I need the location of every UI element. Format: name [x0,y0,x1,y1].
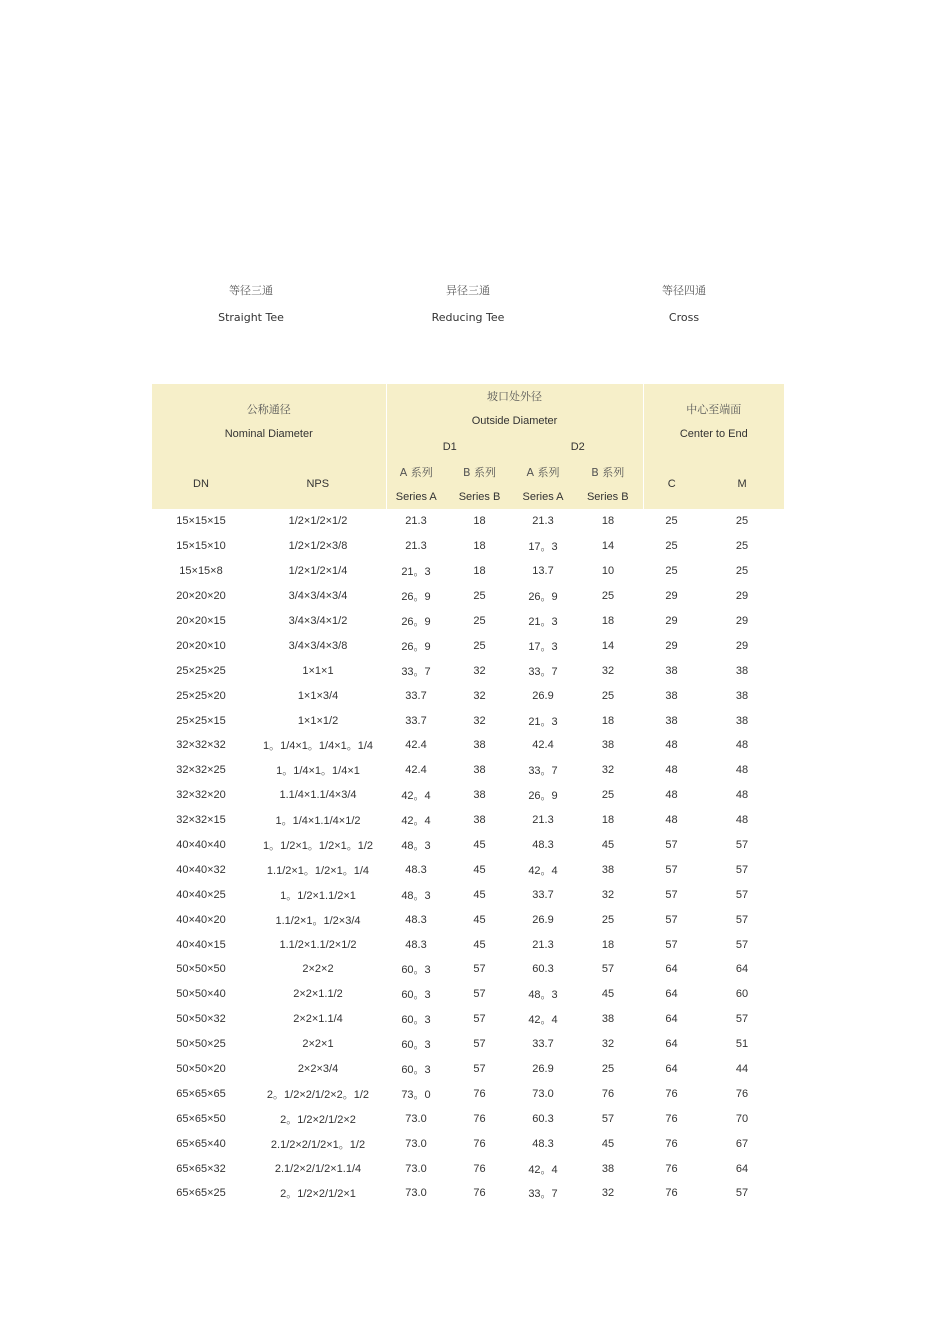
cell-d2-series-a: 21.3 [532,938,554,951]
cell-c: 48 [665,764,678,777]
cell-nps: 1。1/4×1.1/4×1/2 [275,815,361,828]
cell-dn: 50×50×25 [176,1038,226,1051]
cell-d2-series-b: 32 [601,888,615,901]
cell-m: 57 [735,913,749,926]
cell-d2-series-b: 18 [601,515,615,528]
header-d1-series-b-zh: B 系列 [446,459,513,484]
cell-d2-series-b: 18 [601,938,615,951]
cell-m: 25 [735,565,749,578]
cell-d1-series-b: 76 [473,1187,486,1200]
cell-d2-series-a: 26.9 [532,913,554,926]
cell-c: 76 [665,1187,678,1200]
cell-d2-series-b: 57 [601,1112,615,1125]
cell-d1-series-a: 21.3 [405,540,427,553]
cell-nps: 1。1/4×1。1/4×1 [276,765,360,778]
cell-d2-series-b: 18 [601,714,615,727]
cell-nps: 1。1/2×1。1/2×1。1/2 [262,840,374,853]
cell-m: 48 [735,764,749,777]
cell-c: 64 [665,1013,678,1026]
cell-nps: 3/4×3/4×3/8 [288,639,348,652]
cell-c: 64 [665,963,678,976]
cell-dn: 40×40×15 [176,938,226,951]
cell-d2-series-b: 38 [601,739,615,752]
cell-d1-series-b: 57 [473,1038,486,1051]
cell-d1-series-a: 33.7 [405,714,427,727]
cell-c: 38 [665,689,678,702]
cell-m: 57 [735,839,749,852]
header-d1-series-a-zh: A 系列 [386,459,446,484]
cell-d2-series-a: 42。4 [528,1014,558,1027]
cell-d1-series-a: 48.3 [405,938,427,951]
cell-d2-series-a: 17。3 [528,640,558,653]
type-label-en: Cross [668,311,700,324]
cell-d2-series-b: 14 [601,639,615,652]
cell-m: 29 [735,590,749,603]
cell-c: 76 [665,1137,678,1150]
cell-nps: 1。1/4×1。1/4×1。1/4 [262,740,374,753]
cell-d2-series-b: 57 [601,963,615,976]
cell-d1-series-b: 57 [473,1013,486,1026]
cell-m: 57 [735,938,749,951]
cell-d1-series-b: 76 [473,1112,486,1125]
cell-c: 57 [665,839,678,852]
cell-d2-series-a: 42。4 [528,1163,558,1176]
cell-d1-series-a: 42.4 [405,764,427,777]
table-row [152,584,784,609]
cell-m: 48 [735,739,749,752]
cell-c: 38 [665,714,678,727]
table-row [152,932,784,957]
cell-dn: 50×50×40 [176,988,226,1001]
header-m: M [700,459,784,509]
cell-c: 29 [665,590,678,603]
cell-c: 25 [665,540,678,553]
cell-c: 64 [665,1063,678,1076]
cell-m: 25 [735,540,749,553]
cell-d2-series-b: 45 [601,1137,615,1150]
cell-d1-series-a: 73.0 [405,1187,427,1200]
cell-d1-series-b: 32 [473,664,486,677]
cell-d1-series-b: 57 [473,988,486,1001]
cell-dn: 65×65×65 [176,1087,226,1100]
cell-dn: 50×50×50 [176,963,226,976]
cell-dn: 15×15×8 [179,565,223,578]
header-outside-diameter [386,384,643,434]
cell-d1-series-b: 25 [473,639,486,652]
cell-dn: 40×40×20 [176,913,226,926]
header-d2-series-a-zh: A 系列 [513,459,573,484]
cell-nps: 1.1/2×1。1/2×3/4 [275,914,361,927]
cell-c: 76 [665,1162,678,1175]
cell-d1-series-b: 57 [473,1063,486,1076]
cell-d1-series-a: 48。3 [401,889,431,902]
cell-d2-series-a: 21.3 [532,515,554,528]
table-row [152,808,784,833]
cell-c: 38 [665,664,678,677]
cell-dn: 20×20×10 [176,639,226,652]
cell-nps: 2×2×1.1/2 [293,988,343,1001]
cell-d1-series-b: 45 [473,863,486,876]
header-dn: DN [152,459,250,509]
table-row [152,882,784,907]
cell-d1-series-a: 73.0 [405,1137,427,1150]
cell-d1-series-b: 45 [473,839,486,852]
cell-m: 29 [735,615,749,627]
table-row [152,857,784,882]
cell-d2-series-a: 21.3 [532,814,554,827]
cell-m: 64 [735,963,749,976]
cell-dn: 25×25×15 [176,714,226,727]
cell-m: 44 [735,1063,749,1076]
header-outside-zh: 坡口处外径 [487,390,543,403]
cell-dn: 40×40×40 [176,839,226,852]
table-row [152,1156,784,1181]
cell-dn: 32×32×32 [176,739,226,752]
cell-m: 60 [735,988,749,1001]
cell-d1-series-b: 76 [473,1137,486,1150]
cell-m: 38 [735,664,749,677]
header-d1-series-b-en: Series B [446,484,513,509]
cell-nps: 1×1×3/4 [297,689,339,702]
cell-nps: 1/2×1/2×3/8 [288,540,348,553]
cell-d1-series-b: 18 [473,515,486,528]
cell-nps: 2×2×2 [302,963,334,976]
cell-dn: 50×50×20 [176,1063,226,1076]
cell-d1-series-b: 38 [473,789,486,802]
cell-c: 76 [665,1087,678,1100]
cell-c: 57 [665,938,678,951]
cell-d2-series-a: 13.7 [532,565,554,578]
cell-d2-series-a: 48.3 [532,1137,554,1150]
table-row [152,633,784,658]
cell-c: 48 [665,739,678,752]
cell-d1-series-b: 32 [473,714,486,727]
header-center-en: Center to End [679,427,748,440]
table-row [152,1181,784,1206]
header-d2: D2 [513,434,643,459]
cell-c: 25 [665,565,678,578]
cell-d2-series-a: 33。7 [528,1188,558,1201]
cell-d1-series-b: 32 [473,689,486,702]
cell-nps: 1/2×1/2×1/4 [288,565,348,578]
cell-c: 64 [665,1038,678,1051]
cell-dn: 40×40×32 [176,863,226,876]
cell-d2-series-a: 33。7 [528,765,558,778]
cell-dn: 50×50×32 [176,1013,226,1026]
cell-m: 25 [735,515,749,528]
header-nominal-zh: 公称通径 [246,402,291,416]
table-row [152,1007,784,1032]
cell-d1-series-b: 38 [473,814,486,827]
cell-d1-series-b: 38 [473,764,486,777]
header-outside-en: Outside Diameter [471,415,558,427]
cell-d1-series-a: 60。3 [401,964,431,977]
cell-d2-series-a: 26。9 [528,591,558,604]
cell-nps: 1/2×1/2×1/2 [288,515,348,528]
table-row [152,1106,784,1131]
header-d1-series-a-en: Series A [386,484,446,509]
header-center-zh: 中心至端面 [686,402,742,416]
cell-d1-series-a: 73.0 [405,1162,427,1175]
cell-dn: 25×25×25 [176,664,226,677]
cell-d2-series-a: 60.3 [532,963,554,976]
cell-d1-series-a: 60。3 [401,1014,431,1027]
cell-d1-series-a: 26。9 [401,616,431,628]
cell-d1-series-b: 45 [473,938,486,951]
cell-d1-series-a: 73.0 [405,1112,427,1125]
cell-dn: 32×32×15 [176,814,226,827]
cell-d2-series-a: 60.3 [532,1112,554,1125]
cell-d2-series-b: 32 [601,764,615,777]
cell-dn: 20×20×15 [176,615,226,627]
type-label-zh: 等径四通 [662,284,706,297]
cell-nps: 2。1/2×2/1/2×2 [280,1113,356,1126]
cell-m: 38 [735,689,749,702]
cell-d2-series-b: 14 [601,540,615,553]
cell-d2-series-b: 38 [601,1013,615,1026]
cell-d1-series-a: 42.4 [405,739,427,752]
cell-nps: 1×1×1/2 [297,714,339,727]
cell-d1-series-b: 76 [473,1087,486,1100]
table-row [152,783,784,808]
cell-d2-series-b: 25 [601,789,615,802]
cell-d2-series-a: 21。3 [528,616,558,628]
cell-d1-series-a: 26。9 [401,591,431,604]
cell-nps: 1.1/4×1.1/4×3/4 [279,789,357,802]
cell-c: 57 [665,888,678,901]
cell-dn: 32×32×25 [176,764,226,777]
cell-d1-series-a: 60。3 [401,1039,431,1052]
cell-nps: 3/4×3/4×1/2 [288,615,348,627]
table-row [152,559,784,584]
table-row [152,982,784,1007]
cell-d1-series-a: 48.3 [405,863,427,876]
cell-d1-series-b: 76 [473,1162,486,1175]
cell-dn: 65×65×50 [176,1112,226,1125]
cell-d1-series-a: 60。3 [401,1064,431,1077]
cell-c: 57 [665,863,678,876]
cell-c: 48 [665,814,678,827]
table-row [152,509,784,534]
table-row [152,1081,784,1106]
cell-nps: 2.1/2×2/1/2×1.1/4 [274,1162,362,1175]
table-row [152,957,784,982]
header-nominal-en: Nominal Diameter [224,427,313,440]
type-straight-tee [151,280,351,334]
cell-d2-series-a: 42.4 [532,739,554,752]
cell-c: 64 [665,988,678,1001]
cell-dn: 40×40×25 [176,888,226,901]
table-row [152,1057,784,1082]
cell-c: 25 [665,515,678,528]
cell-d2-series-a: 21。3 [528,715,558,728]
cell-d2-series-b: 45 [601,839,615,852]
header-d2-series-b-en: Series B [573,484,643,509]
cell-nps: 2。1/2×2/1/2×1 [280,1188,356,1201]
cell-nps: 2.1/2×2/1/2×1。1/2 [270,1138,366,1151]
cell-nps: 2×2×1 [302,1038,334,1051]
cell-m: 48 [735,789,749,802]
cell-nps: 2。1/2×2/1/2×2。1/2 [266,1088,370,1101]
table-row [152,907,784,932]
cell-d1-series-a: 33.7 [405,689,427,702]
cell-d2-series-a: 26.9 [532,1063,554,1076]
cell-dn: 65×65×32 [176,1162,226,1175]
cell-d1-series-a: 21.3 [405,515,427,528]
cell-dn: 15×15×15 [176,515,226,528]
table-row [152,758,784,783]
type-label-zh: 异径三通 [446,284,490,297]
table-body [152,509,784,1206]
table-row [152,833,784,858]
cell-d2-series-b: 38 [601,863,615,876]
cell-m: 57 [735,863,749,876]
cell-c: 29 [665,639,678,652]
type-label-en: Reducing Tee [431,311,505,324]
cell-d2-series-b: 25 [601,913,615,926]
cell-d2-series-b: 25 [601,689,615,702]
cell-m: 64 [735,1162,749,1175]
header-nps: NPS [250,459,386,509]
table-row [152,733,784,758]
cell-d2-series-b: 38 [601,1162,615,1175]
table-header [152,384,784,509]
cell-nps: 1.1/2×1。1/2×1。1/4 [266,864,370,877]
header-d2-series-b-zh: B 系列 [573,459,643,484]
cell-m: 76 [735,1087,749,1100]
cell-d2-series-b: 32 [601,1038,615,1051]
cell-m: 57 [735,888,749,901]
cell-d1-series-a: 60。3 [401,989,431,1002]
type-reducing-tee [368,280,568,334]
cell-d1-series-b: 18 [473,565,486,578]
cell-d1-series-b: 25 [473,615,486,627]
type-label-en: Straight Tee [218,311,284,324]
cell-m: 70 [735,1112,749,1125]
cell-nps: 1×1×1 [302,664,334,677]
cell-dn: 65×65×40 [176,1137,226,1150]
cell-c: 29 [665,615,678,627]
cell-d1-series-b: 45 [473,888,486,901]
cell-dn: 25×25×20 [176,689,226,702]
cell-d2-series-b: 18 [601,814,615,827]
cell-d1-series-a: 48.3 [405,913,427,926]
cell-d2-series-b: 76 [601,1087,615,1100]
cell-c: 57 [665,913,678,926]
table-row [152,609,784,634]
cell-d1-series-a: 73。0 [401,1088,431,1101]
cell-d1-series-a: 33。7 [401,665,431,678]
cell-d1-series-a: 48。3 [401,840,431,853]
cell-d2-series-a: 73.0 [532,1087,554,1100]
cell-dn: 32×32×20 [176,789,226,802]
cell-m: 57 [735,1013,749,1026]
cell-d2-series-a: 33.7 [532,1038,554,1051]
cell-d2-series-a: 33。7 [528,665,558,678]
cell-d1-series-b: 45 [473,913,486,926]
cell-d1-series-b: 18 [473,540,486,553]
cell-d1-series-b: 38 [473,739,486,752]
cell-nps: 1。1/2×1.1/2×1 [280,889,356,902]
cell-d1-series-a: 21。3 [401,566,431,579]
table-row [152,1131,784,1156]
cell-c: 48 [665,789,678,802]
cell-m: 38 [735,714,749,727]
cell-d2-series-a: 48.3 [532,839,554,852]
cell-nps: 3/4×3/4×3/4 [288,590,348,603]
header-d2-series-a-en: Series A [513,484,573,509]
cell-m: 51 [735,1038,749,1051]
cell-d1-series-a: 42。4 [401,790,431,803]
header-center-to-end [643,384,784,459]
header-nominal-diameter [152,384,386,459]
cell-d2-series-a: 17。3 [528,541,558,554]
cell-m: 48 [735,814,749,827]
cell-d2-series-a: 42。4 [528,864,558,877]
table-row [152,683,784,708]
cell-nps: 2×2×3/4 [297,1063,339,1076]
cell-d2-series-a: 26.9 [532,689,554,702]
cell-d2-series-b: 25 [601,590,615,603]
cell-dn: 65×65×25 [176,1187,226,1200]
cell-d1-series-b: 25 [473,590,486,603]
type-label-zh: 等径三通 [229,284,273,297]
cell-d2-series-a: 48。3 [528,989,558,1002]
cell-d2-series-b: 32 [601,664,615,677]
cell-d2-series-b: 10 [601,565,615,578]
cell-c: 76 [665,1112,678,1125]
cell-dn: 15×15×10 [176,540,226,553]
cell-d1-series-a: 42。4 [401,815,431,828]
cell-m: 29 [735,639,749,652]
cell-d2-series-b: 25 [601,1063,615,1076]
cell-d1-series-a: 26。9 [401,640,431,653]
table-row [152,1032,784,1057]
cell-dn: 20×20×20 [176,590,226,603]
cell-d2-series-b: 45 [601,988,615,1001]
type-cross [584,280,784,334]
table-row [152,708,784,733]
cell-d2-series-a: 33.7 [532,888,554,901]
header-d1: D1 [386,434,513,459]
cell-d2-series-b: 18 [601,615,615,627]
cell-d2-series-b: 32 [601,1187,615,1200]
table-row [152,534,784,559]
cell-d1-series-b: 57 [473,963,486,976]
cell-nps: 2×2×1.1/4 [293,1013,343,1026]
dimension-table [152,384,784,1206]
cell-d2-series-a: 26。9 [528,790,558,803]
cell-m: 67 [735,1137,749,1150]
cell-m: 57 [735,1187,749,1200]
header-c: C [643,459,700,509]
table-row [152,658,784,683]
cell-nps: 1.1/2×1.1/2×1/2 [279,938,357,951]
